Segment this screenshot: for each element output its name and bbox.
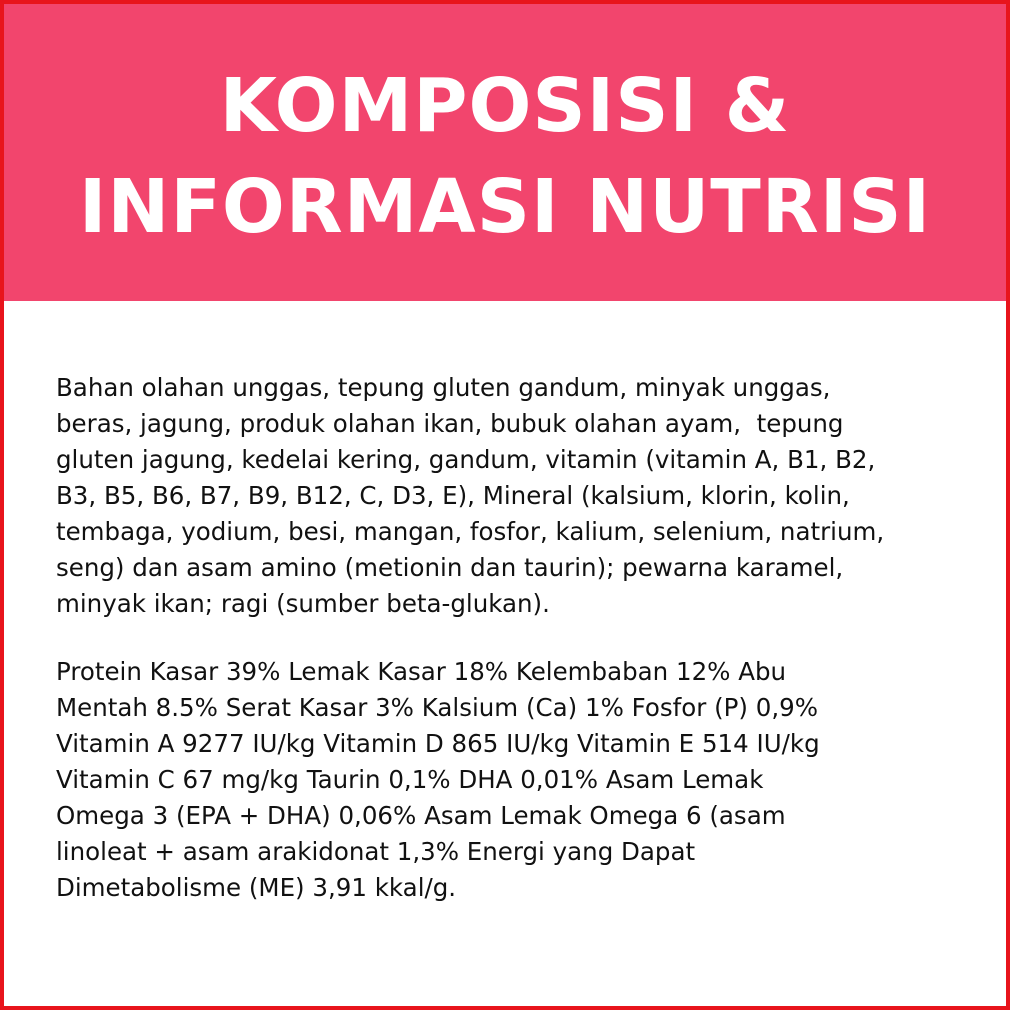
title-banner bbox=[4, 4, 1006, 301]
composition-text: Bahan olahan unggas, tepung gluten gandum, minyak unggas, beras, jagung, produk olahan ikan, bubuk olahan ayam, tepung gluten jagung, kedelai kering, gandum, vitamin (vitamin A, B1, B2, B3, B5, B6, B7, B9, B12, C, D3, E), Mineral (kalsium, klorin, kolin, tembaga, yodium, besi, mangan, fosfor, kalium, selenium, natrium, seng) dan asam amino (metionin dan taurin); pewarna karamel, minyak ikan; ragi (sumber beta-glukan). bbox=[56, 373, 885, 618]
title-line-1: KOMPOSISI & bbox=[219, 63, 791, 149]
nutrition-info-text: Protein Kasar 39% Lemak Kasar 18% Kelembaban 12% Abu Mentah 8.5% Serat Kasar 3% Kalsium (Ca) 1% Fosfor (P) 0,9% Vitamin A 9277 IU/kg Vitamin D 865 IU/kg Vitamin E 514 IU/kg Vitamin C 67 mg/kg Taurin 0,1% DHA 0,01% Asam Lemak Omega 3 (EPA + DHA) 0,06% Asam Lemak Omega 6 (asam linoleat + asam arakidonat 1,3% Energi yang Dapat Dimetabolisme (ME) 3,91 kkal/g. bbox=[56, 657, 820, 902]
title-line-2: INFORMASI NUTRISI bbox=[78, 164, 932, 250]
